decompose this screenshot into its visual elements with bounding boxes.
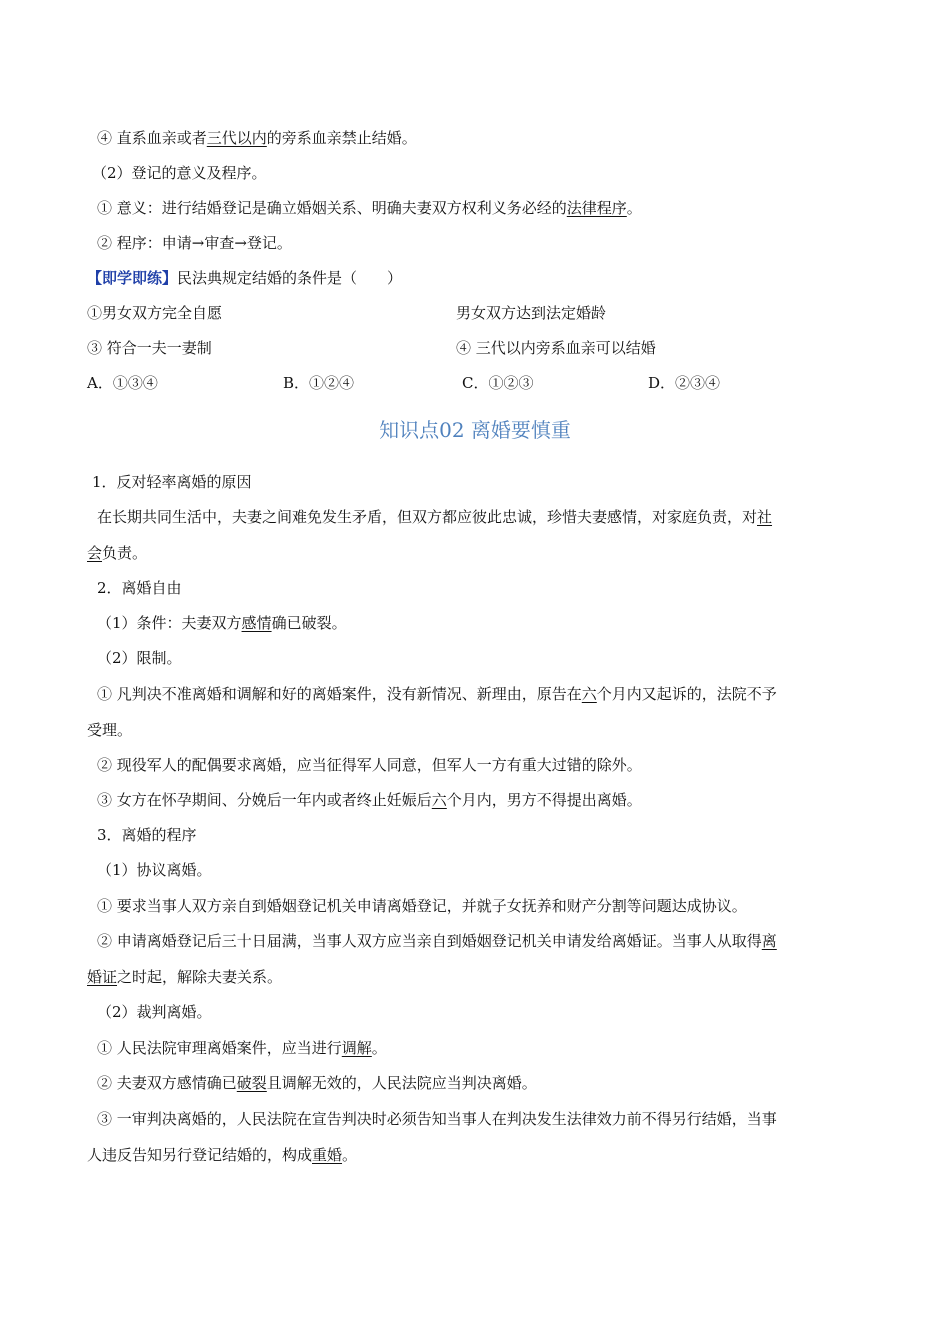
- subheading-registration: （2）登记的意义及程序。: [92, 164, 267, 182]
- agreement-divorce: （1）协议离婚。: [97, 861, 212, 879]
- court-2: ② 夫妻双方感情确已破裂且调解无效的，人民法院应当判决离婚。: [97, 1074, 537, 1092]
- limit-1-line2: 受理。: [87, 721, 133, 739]
- underlined-term: 破裂: [236, 1074, 267, 1092]
- underlined-term: 感情: [241, 614, 272, 632]
- agreement-2-line2: 婚证之时起，解除夫妻关系。: [87, 968, 283, 986]
- court-3-line1: ③ 一审判决离婚的，人民法院在宣告判决时必须告知当事人在判决发生法律效力前不得另行结婚，当事: [97, 1110, 777, 1128]
- option-1: ①男女双方完全自愿: [87, 304, 223, 322]
- underlined-term: 法律程序: [566, 199, 627, 217]
- limit-3: ③ 女方在怀孕期间、分娩后一年内或者终止妊娠后六个月内，男方不得提出离婚。: [97, 791, 642, 809]
- underlined-term: 六: [431, 791, 447, 809]
- heading-divorce-procedure: 3．离婚的程序: [97, 826, 197, 844]
- heading-reasons: 1．反对轻率离婚的原因: [92, 473, 252, 491]
- registration-meaning: ① 意义：进行结婚登记是确立婚姻关系、明确夫妻双方权利义务必经的法律程序。: [97, 199, 642, 217]
- underlined-term: 社: [757, 508, 773, 526]
- answer-a: A．①③④: [87, 374, 158, 392]
- underlined-term: 三代以内: [206, 129, 267, 147]
- answer-c: C．①②③: [462, 374, 534, 392]
- court-3-line2: 人违反告知另行登记结婚的，构成重婚。: [87, 1146, 358, 1164]
- limit-2: ② 现役军人的配偶要求离婚，应当征得军人同意，但军人一方有重大过错的除外。: [97, 756, 642, 774]
- court-1: ① 人民法院审理离婚案件，应当进行调解。: [97, 1039, 387, 1057]
- agreement-1: ① 要求当事人双方亲自到婚姻登记机关申请离婚登记，并就子女抚养和财产分割等问题达成协议。: [97, 897, 747, 915]
- limit-1-line1: ① 凡判决不准离婚和调解和好的离婚案件，没有新情况、新理由，原告在六个月内又起诉的，法院不予: [97, 685, 777, 703]
- court-divorce: （2）裁判离婚。: [97, 1003, 212, 1021]
- reasons-paragraph-line2: 会负责。: [87, 544, 148, 562]
- underlined-term: 六: [581, 685, 597, 703]
- item-4-line: ④ 直系血亲或者三代以内的旁系血亲禁止结婚。: [97, 129, 417, 147]
- underlined-term: 婚证: [87, 968, 118, 986]
- divorce-condition: （1）条件：夫妻双方感情确已破裂。: [97, 614, 347, 632]
- underlined-term: 离: [761, 932, 777, 950]
- underlined-term: 调解: [341, 1039, 372, 1057]
- option-4: ④ 三代以内旁系血亲可以结婚: [456, 339, 656, 357]
- agreement-2-line1: ② 申请离婚登记后三十日届满，当事人双方应当亲自到婚姻登记机关申请发给离婚证。当事人从取得离: [97, 932, 777, 950]
- option-2: 男女双方达到法定婚龄: [456, 304, 607, 322]
- option-3: ③ 符合一夫一妻制: [87, 339, 212, 357]
- underlined-term: 会: [87, 544, 103, 562]
- underlined-term: 重婚: [312, 1146, 343, 1164]
- answer-d: D．②③④: [648, 374, 721, 392]
- divorce-limits: （2）限制。: [97, 649, 182, 667]
- reasons-paragraph-line1: 在长期共同生活中，夫妻之间难免发生矛盾，但双方都应彼此忠诚，珍惜夫妻感情，对家庭负责，对社: [97, 508, 773, 526]
- section-title: 知识点02 离婚要慎重: [379, 418, 571, 442]
- practice-tag: 【即学即练】: [87, 269, 178, 287]
- answer-b: B．①②④: [283, 374, 355, 392]
- practice-question: 【即学即练】民法典规定结婚的条件是（ ）: [87, 269, 403, 287]
- heading-divorce-freedom: 2．离婚自由: [97, 579, 182, 597]
- registration-procedure: ② 程序：申请→审查→登记。: [97, 234, 292, 252]
